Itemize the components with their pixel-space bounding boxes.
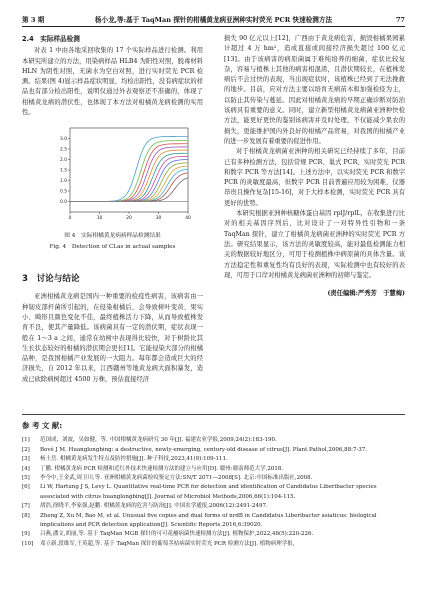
reference-text: Li W, Hartung J S, Levy L. Quantitative real-time PCR for detection and identification of Candidatus Liberibacter species: [40, 484, 377, 491]
reference-number: [2]: [22, 446, 30, 453]
paragraph-samples: 对表 1 中由各地采回收集的 17 个实际样品进行检测。利用本研究所建立的方法，用染病样品 HLB4 为阳性对照，脱毒材料 HLN 为阴性对照，无菌水为空白对照，进行实时荧光 PCR 检测。结果(图 4)显示样品症状明显，均检出阳性，没有病症状的样品也有部分检出阳性，说明仅通过外表观察还不准确的，体现了柑橘黄龙病的潜伏性，也体现了本方法对柑橘黄龙病检测的实用性。: [22, 47, 203, 117]
amplification-curve: [70, 141, 188, 202]
reference-item: [22, 474, 405, 483]
divider: [22, 414, 405, 415]
reference-number: [5]: [22, 475, 30, 482]
reference-text: 杨土岳. 柑橘黄龙病发生特点及防控措施[J]. 种子科技,2023,41(9):109-111.: [40, 456, 228, 463]
reference-number: [22, 521, 40, 530]
reference-item: [22, 465, 405, 474]
y-tick-label: 3.0: [60, 137, 67, 143]
y-tick-label: 0.0: [60, 200, 67, 206]
reference-item: [22, 540, 405, 549]
running-title: 杨小龙,等:基于 TaqMan 探针的柑橘黄龙病亚洲种实时荧光 PCR 快速检测方法: [94, 16, 333, 24]
reference-item: [22, 455, 405, 464]
figure-caption-cn: 图 4 实际柑橘黄龙病病样品检测结果: [64, 233, 161, 240]
reference-number: [3]: [22, 456, 30, 463]
reference-text: Zheng Z, Xu M, Bao M, et al. Unusual five copies and dual forms of nrdB in Candidatus Liberibacter asiaticus: biological: [40, 512, 377, 519]
amplification-curve: [70, 163, 188, 202]
x-tick-label: 10: [96, 216, 103, 222]
x-tick-label: 30: [155, 216, 162, 222]
reference-text: associated with citrus huanglongbing[J]. Journal of Microbiol Methods,2006,66(1):104-115.: [40, 493, 296, 500]
amplification-chart: [52, 124, 192, 224]
reference-item: [22, 483, 405, 492]
reference-text: 李今中,王金武,周卫川,等. 亚洲柑橘黄龙病菌检疫鉴定方法:SN/T 2071—2008[S]. 北京:中国标准出版社,2008.: [40, 475, 313, 482]
editor-note: (责任编辑:严秀芳 于慧梅): [327, 290, 405, 298]
reference-number: [22, 493, 40, 502]
reference-item: [22, 436, 405, 445]
figure-4: [22, 122, 203, 264]
issue-number: 第 3 期: [22, 16, 45, 24]
amplification-curve: [70, 150, 188, 201]
y-tick-label: 1.5: [60, 168, 67, 174]
references: [22, 421, 405, 549]
amplification-curve: [70, 137, 188, 202]
subsection-heading: 2.4 实际样品检测: [22, 35, 80, 43]
amplification-curve: [70, 144, 188, 202]
figure-caption-en: Fig. 4 Detection of CLas in actual samples: [49, 244, 176, 251]
left-column: [22, 34, 203, 385]
reference-number: [6]: [22, 484, 30, 491]
reference-number: [10]: [22, 540, 34, 547]
reference-text: 胡浩,徐晓平,李家强,赵鹏. 柑橘黄龙病的危害与防治[J]. 中国农学通报,2006(12):2491-2497.: [40, 503, 268, 510]
references-title: 参 考 文 献:: [22, 421, 63, 430]
reference-item: [22, 493, 405, 502]
page-header: [22, 8, 405, 27]
paragraph-methods: 对于柑橘黄龙病菌亚洲种的相关研究已经持续了多年，目前已有多种检测方法，包括常规 PCR、巢式 PCR、实时荧光 PCR 和数字 PCR 等方法[14]。上述方法中，以实时荧光 PCR 和数字 PCR 的灵敏度最高，但数字 PCR 目前普遍应用较为困难，仪器昂贵且操作复杂[15-16]，对于大样本检测，实时荧光 PCR 具有更好的优势。: [224, 148, 405, 207]
paragraph-conclusion: 本研究根据亚洲种核糖体蛋白基因 rplJ/rplL，在收集进行比对的相关基因序列后，比对设计了一对特异性引物和一条 TaqMan 探针，建立了柑橘黄龙病菌亚洲种的实时荧光 PCR 方法。研究结果显示，该方法的灵敏度较高，能对最低检测能力相关的数据较好地区分，可用于检测植株中病原菌的具体含量。该方法稳定性和重复性均有良好的表现，实际检测中也有较好的表现，可用于口岸对柑橘黄龙病菌亚洲种的初筛与鉴定。: [224, 210, 405, 279]
reference-text: 吕燕,潘文,胡丽,等. 基于 TaqMan MGB 探针的可可花瘿病菌快速检测方法[J]. 植物保护,2022,48(5):220-226.: [40, 531, 314, 538]
reference-text: 丁鹏. 柑橘黄龙病 PCR 检测和近红外技术快速检测方法的建立与应用[D]. 赣州:赣南师范大学,2018.: [40, 465, 284, 472]
reference-text: 范国成，刘波，吴如健，等. 中国柑橘黄龙病研究 30 年[J]. 福建农业学报,2009,24(2):183-190.: [40, 437, 277, 444]
reference-number: [9]: [22, 531, 30, 538]
reference-item: [22, 512, 405, 521]
reference-text: 邓立新,段维军,王英超,等. 基于 TaqMan 探针的葡萄茎枯病菌实时荧光 PCR 检测方法[J]. 植物病理学报,: [40, 540, 295, 547]
x-tick-label: 40: [185, 216, 191, 222]
amplification-curve: [70, 166, 188, 201]
reference-number: [8]: [22, 512, 30, 519]
reference-item: [22, 521, 405, 530]
reference-item: [22, 446, 405, 455]
reference-number: [7]: [22, 503, 30, 510]
y-tick-label: 2.5: [60, 147, 67, 153]
reference-text: implications and PCR detection application[J]. Scientific Reports,2016,6:39020.: [40, 522, 263, 529]
y-tick-label: 2.0: [60, 158, 67, 164]
x-tick-label: 20: [126, 216, 132, 222]
x-tick-label: 0: [68, 216, 72, 222]
y-tick-label: 1.0: [60, 179, 67, 185]
reference-item: [22, 502, 405, 511]
reference-number: [1]: [22, 437, 30, 444]
paragraph-discussion: 亚洲柑橘黄龙病是国内一种重要的检疫性病害，该病害由一种韧皮部杆菌所引起的，在侵染柑橘后，会导致树叶变黄、果实小、畸形且颜色变化不佳，最终植株活力下降，从而导致植株发育不良，使其产量降低。该病菌具有一定的潜伏期，症状表现一般在 1～3 a 之间，通常在幼树中表现得比较快，对于树龄比其生长状态较好的柑橘的潜伏期会更长[1]。它能侵染大部分的柑橘品种，是我国柑橘产业发展的一大阻力。每年都会造成巨大的经济损失，自 2012 年以来，江西赣州等地黄龙病大面积暴发，造成已砍除病树超过 4500 万株，预估直接经济: [22, 293, 203, 383]
reference-text: Bové J M. Huanglongbing: a destructive, newly-emerging, century-old disease of citrus[J]. Plant Pathol,2006,88:7-37.: [40, 446, 368, 453]
paragraph-losses: 损失 90 亿元以上[12]，广西由于黄龙病危害，损毁柑橘果园累计超过 4 万 hm²，造成直接或间接经济损失超过 100 亿元[13]。由于该病害的病原菌属于难纯培养的细菌，症状比较复杂，容易与植株上其他的病害相混淆，且潜伏期较长，在植株发病后不会过快的表现，当出现症状时，该植株已经到了无法挽救的地步。目前，应对方法主要以培育无病苗木和加强检疫为主，以防止其传染与蔓延。因此对柑橘黄龙病的早期正确诊断对防治该病具有重要的意义。同时，建立新型柑橘黄龙病菌亚洲种快检方法，能更好更快的鉴别该病害并及时处理，不仅能减少果农的损失，更能维护国内外良好的柑橘产品贸易，对我国的柑橘产业的进一步发展有着重要的促进作用。: [224, 35, 405, 145]
section-heading: 3 讨论与结论: [22, 274, 80, 285]
reference-item: [22, 530, 405, 539]
y-tick-label: 0.5: [60, 189, 67, 195]
reference-number: [4]: [22, 465, 30, 472]
right-column: [224, 34, 405, 299]
page-number: 77: [395, 16, 405, 24]
